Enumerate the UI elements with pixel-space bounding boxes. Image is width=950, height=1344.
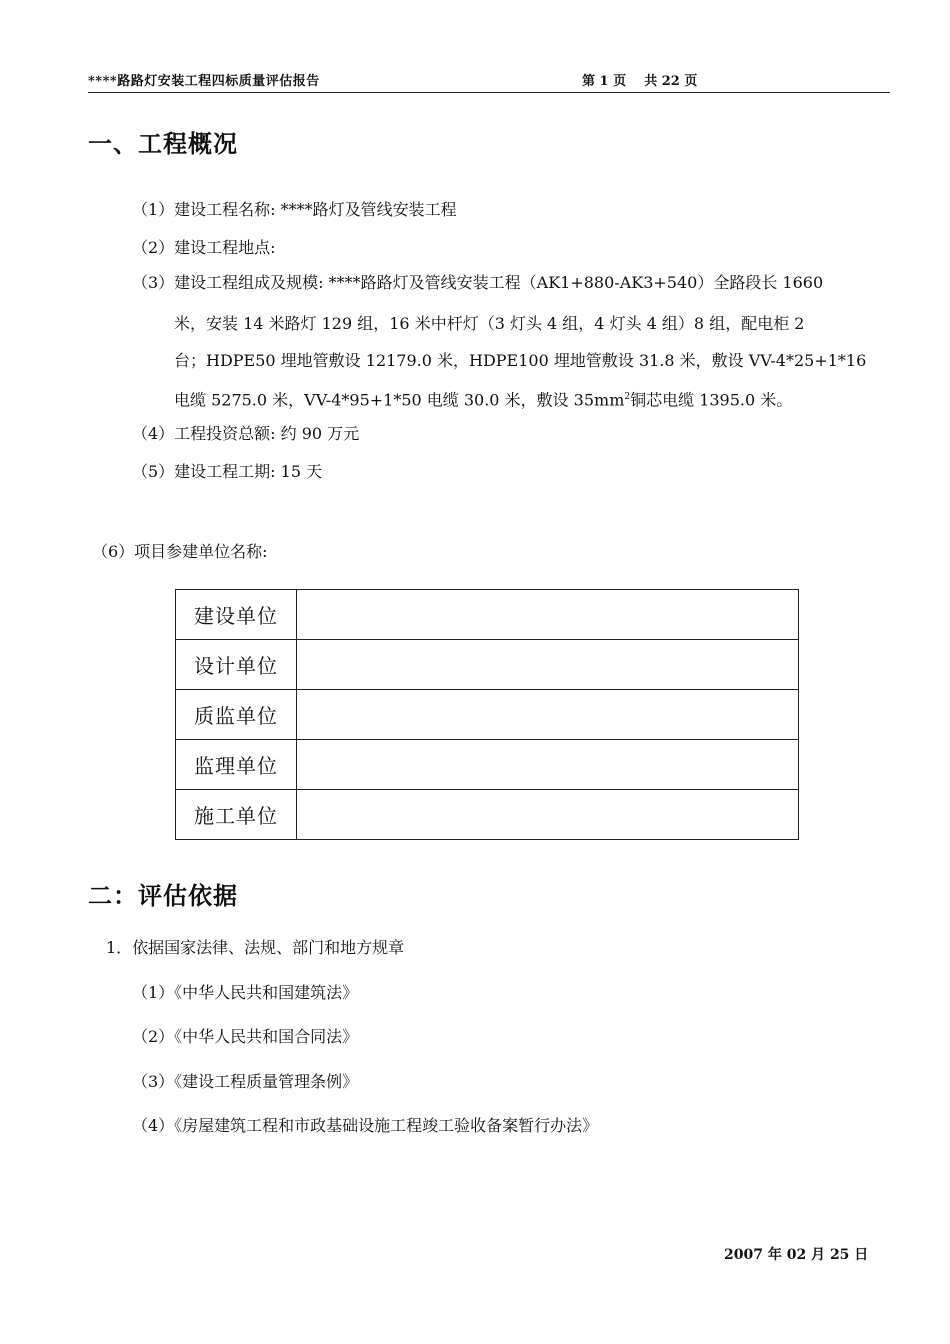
basis-item: （3）《建设工程质量管理条例》 xyxy=(132,1072,359,1091)
header-title: ****路路灯安装工程四标质量评估报告 xyxy=(88,74,320,89)
superscript: 2 xyxy=(624,392,631,402)
item-project-scale-line2: 米，安装 14 米路灯 129 组，16 米中杆灯（3 灯头 4 组，4 灯头 4 组）8 组，配电柜 2 xyxy=(174,314,805,333)
unit-value xyxy=(297,790,799,840)
unit-value xyxy=(297,740,799,790)
basis-subtitle: 1．依据国家法律、法规、部门和地方规章 xyxy=(106,938,405,957)
unit-value xyxy=(297,690,799,740)
item-project-scale xyxy=(132,268,892,416)
page-header xyxy=(88,66,890,93)
item-project-scale-line3: 台；HDPE50 埋地管敷设 12179.0 米，HDPE100 埋地管敷设 31.8 米，敷设 VV-4*25+1*16 xyxy=(174,351,867,370)
unit-label: 建设单位 xyxy=(176,590,297,640)
participant-units-table xyxy=(175,589,799,840)
section-title-overview: 一、工程概况 xyxy=(88,130,238,158)
unit-value xyxy=(297,590,799,640)
table-row xyxy=(176,640,799,690)
unit-value xyxy=(297,640,799,690)
item-project-scale-line4 xyxy=(132,379,892,416)
item-duration: （5）建设工程工期: 15 天 xyxy=(132,462,323,481)
basis-item: （4）《房屋建筑工程和市政基础设施工程竣工验收备案暂行办法》 xyxy=(132,1116,599,1135)
unit-label: 监理单位 xyxy=(176,740,297,790)
item-project-scale-line1: （3）建设工程组成及规模: ****路路灯及管线安装工程（AK1+880-AK3+540）全路段长 1660 xyxy=(132,273,824,292)
item-participants-heading: （6）项目参建单位名称: xyxy=(92,542,268,561)
table-row xyxy=(176,690,799,740)
scale-line4-text: 电缆 5275.0 米，VV-4*95+1*50 电缆 30.0 米，敷设 35mm xyxy=(174,390,625,410)
scale-line4-text-end: 铜芯电缆 1395.0 米。 xyxy=(630,390,793,410)
basis-item: （2）《中华人民共和国合同法》 xyxy=(132,1027,359,1046)
table-row xyxy=(176,590,799,640)
table-row xyxy=(176,790,799,840)
item-project-name: （1）建设工程名称: ****路灯及管线安装工程 xyxy=(132,200,457,219)
basis-item: （1）《中华人民共和国建筑法》 xyxy=(132,983,359,1002)
unit-label: 质监单位 xyxy=(176,690,297,740)
unit-label: 设计单位 xyxy=(176,640,297,690)
footer-date: 2007 年 02 月 25 日 xyxy=(724,1247,869,1263)
header-page-info: 第 1 页 共 22 页 xyxy=(582,74,698,89)
unit-label: 施工单位 xyxy=(176,790,297,840)
section-title-basis: 二：评估依据 xyxy=(88,882,238,910)
table-row xyxy=(176,740,799,790)
item-investment: （4）工程投资总额: 约 90 万元 xyxy=(132,424,360,443)
item-project-location: （2）建设工程地点: xyxy=(132,238,276,257)
